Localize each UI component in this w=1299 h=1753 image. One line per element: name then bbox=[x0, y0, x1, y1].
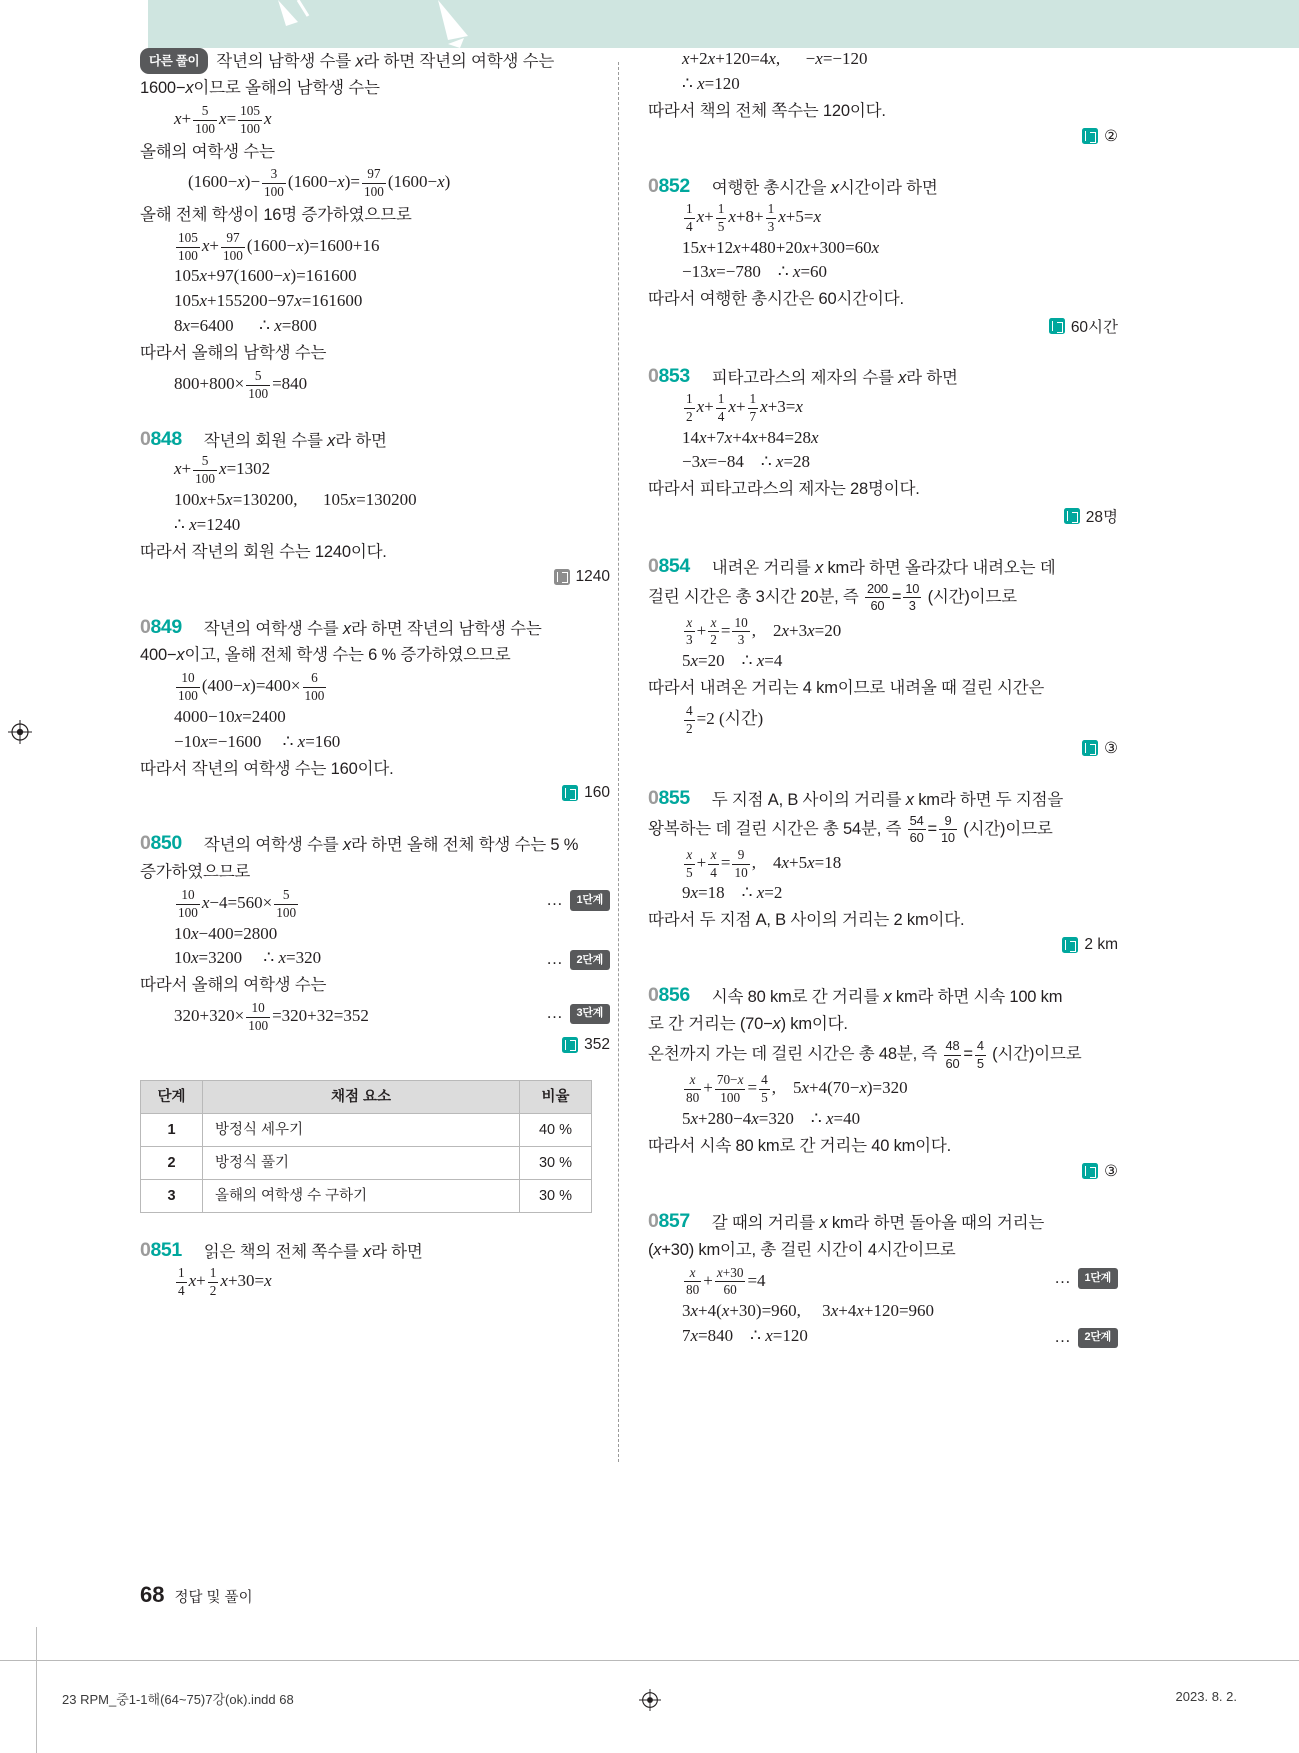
problem-lead-text: 작년의 여학생 수를 x라 하면 올해 전체 학생 수는 5 % bbox=[203, 836, 579, 855]
fraction bbox=[908, 814, 926, 846]
imprint-file-name: 23 RPM_중1-1해(64~75)7강(ok).indd 68 bbox=[62, 1692, 294, 1707]
fraction-numerator: 1 bbox=[767, 200, 775, 216]
fraction bbox=[684, 704, 695, 737]
top-decorative-band bbox=[148, 0, 1299, 48]
answer bbox=[1049, 315, 1118, 337]
band-arrow-graphic bbox=[148, 0, 1299, 48]
answer bbox=[1082, 127, 1118, 146]
explanation-line: 400−x이고, 올해 전체 학생 수는 6 % 증가하였으므로 bbox=[140, 646, 511, 665]
fraction-denominator: 4 bbox=[717, 408, 725, 424]
equation-line: 14x+7x+4x+84=28x bbox=[682, 427, 819, 447]
fraction-denominator: 4 bbox=[710, 864, 717, 880]
fraction-numerator: 5 bbox=[282, 886, 290, 902]
problem-number[interactable]: 0849 bbox=[140, 615, 182, 638]
fraction-numerator: 9 bbox=[944, 812, 952, 828]
fraction bbox=[684, 616, 695, 649]
answer-badge-icon bbox=[562, 785, 578, 801]
problem-heading bbox=[648, 984, 1118, 1011]
fraction-numerator: 70−x bbox=[716, 1072, 744, 1088]
fraction bbox=[732, 848, 749, 881]
problem-lead-text: 갈 때의 거리를 x km라 하면 돌아올 때의 거리는 bbox=[711, 1214, 1045, 1233]
fraction-numerator: 1 bbox=[749, 390, 757, 406]
fraction bbox=[732, 616, 749, 649]
step-marker bbox=[1055, 1327, 1118, 1349]
fraction-denominator: 5 bbox=[976, 1055, 984, 1071]
fraction bbox=[362, 167, 386, 200]
table-cell: 방정식 풀기 bbox=[203, 1147, 520, 1180]
fraction-denominator: 60 bbox=[715, 1281, 746, 1298]
explanation-line: 따라서 내려온 거리는 4 km이므로 내려올 때 걸린 시간은 bbox=[648, 679, 1045, 698]
fraction-denominator: 2 bbox=[710, 632, 717, 648]
fraction bbox=[748, 392, 759, 425]
answer-row bbox=[140, 1036, 610, 1058]
problem-0856 bbox=[648, 984, 1118, 1184]
equation-line: 10x−400=2800 bbox=[174, 923, 278, 943]
explanation-line: 로 간 거리는 (70−x) km이다. bbox=[648, 1014, 848, 1033]
explanation-line: 왕복하는 데 걸린 시간은 총 54분, 즉 $\frac{54}{60}$ = $\frac{9}{10}$ (시간)이므로 bbox=[648, 812, 1053, 846]
scoring-table bbox=[140, 1080, 592, 1214]
explanation-line: 따라서 피타고라스의 제자는 28명이다. bbox=[648, 480, 920, 499]
fraction-numerator: 105 bbox=[178, 229, 198, 245]
equation-line: 320+320× $\frac{10}{100}$ =320+32=352 … 3단계 bbox=[174, 1001, 610, 1034]
fraction-numerator: x bbox=[689, 1072, 696, 1088]
fraction bbox=[193, 104, 217, 137]
problem-number[interactable]: 0851 bbox=[140, 1239, 182, 1262]
fraction bbox=[715, 1073, 746, 1106]
column-divider bbox=[618, 62, 619, 1462]
problem-0857 bbox=[648, 1210, 1118, 1348]
answer-row bbox=[648, 1162, 1118, 1185]
fraction-denominator: 100 bbox=[715, 1089, 746, 1106]
problem-0854 bbox=[648, 555, 1118, 761]
page-footer bbox=[140, 1582, 253, 1608]
fraction-denominator: 60 bbox=[865, 597, 890, 613]
fraction bbox=[684, 1266, 701, 1299]
fraction bbox=[766, 202, 777, 235]
fraction-denominator: 5 bbox=[686, 864, 693, 880]
fraction bbox=[975, 1039, 986, 1071]
fraction bbox=[939, 814, 957, 846]
answer bbox=[554, 568, 610, 586]
table-header-cell: 단계 bbox=[141, 1080, 203, 1113]
answer bbox=[562, 784, 610, 802]
problem-lead-text: 시속 80 km로 간 거리를 x km라 하면 시속 100 km bbox=[711, 988, 1063, 1007]
equation-line: ∴ x=1240 bbox=[174, 515, 241, 534]
answer-value: 1240 bbox=[575, 567, 610, 585]
fraction-numerator: x+30 bbox=[716, 1264, 744, 1280]
equation-line: $\frac{10}{100}$ x−4=560× $\frac{5}{100}$ … 1단계 bbox=[174, 888, 610, 921]
left-column bbox=[140, 48, 610, 1301]
explanation-line: 걸린 시간은 총 3시간 20분, 즉 $\frac{200}{60}$ = $\frac{10}{3}$ (시간)이므로 bbox=[648, 580, 1017, 614]
equation-line: 100x+5x=130200, 105x=130200 bbox=[174, 490, 417, 510]
fraction-numerator: 10 bbox=[905, 580, 920, 596]
problem-lead-text: 읽은 책의 전체 쪽수를 x라 하면 bbox=[203, 1243, 423, 1262]
table-cell: 2 bbox=[141, 1147, 203, 1180]
fraction-denominator: 100 bbox=[248, 1017, 269, 1033]
fraction bbox=[262, 167, 286, 200]
explanation-line: 따라서 여행한 총시간은 60시간이다. bbox=[648, 290, 904, 309]
answer-badge-icon bbox=[562, 1037, 578, 1053]
answer-value: 160 bbox=[584, 784, 610, 802]
fraction-denominator: 4 bbox=[686, 218, 693, 234]
problem-heading bbox=[648, 787, 1118, 814]
fraction-numerator: 48 bbox=[945, 1038, 960, 1054]
equation-line: ∴ x=120 bbox=[682, 73, 740, 93]
fraction-denominator: 100 bbox=[178, 247, 198, 263]
fraction-numerator: 1 bbox=[717, 390, 725, 406]
answer-value: 28명 bbox=[1085, 509, 1118, 527]
problem-0848 bbox=[140, 428, 610, 590]
problem-number[interactable]: 0853 bbox=[648, 365, 690, 388]
problem-0853 bbox=[648, 365, 1118, 529]
fraction-numerator: 200 bbox=[867, 580, 888, 596]
problem-heading bbox=[140, 1239, 610, 1266]
fraction-denominator: 100 bbox=[304, 687, 325, 703]
registration-mark-center bbox=[639, 1689, 661, 1711]
fraction bbox=[716, 392, 727, 425]
equation-line: 5x+280−4x=320 ∴ x=40 bbox=[682, 1108, 861, 1128]
step-pill: 1단계 bbox=[1078, 1268, 1118, 1288]
equation-line: $\frac{x}{80}$ + $\frac{70-x}{100}$ = $\frac{4}{5}$ , 5x+4(70−x)=320 bbox=[686, 1072, 908, 1106]
fraction-numerator: 10 bbox=[734, 614, 748, 630]
equation-line: 8x=6400 ∴ x=800 bbox=[174, 316, 317, 336]
answer-row bbox=[648, 315, 1118, 339]
explanation-line: 따라서 시속 80 km로 간 거리는 40 km이다. bbox=[648, 1136, 952, 1155]
fraction-numerator: 1 bbox=[686, 390, 693, 406]
problem-number[interactable]: 0855 bbox=[648, 787, 690, 810]
fraction-denominator: 3 bbox=[686, 632, 693, 648]
problem-heading bbox=[140, 616, 610, 643]
explanation-line: 따라서 두 지점 A, B 사이의 거리는 2 km이다. bbox=[648, 911, 965, 930]
fraction bbox=[208, 1266, 219, 1299]
fraction-numerator: 97 bbox=[367, 166, 381, 182]
equation-line: $\frac{1}{4}$ x+ $\frac{1}{5}$ x+8+ $\frac{1}{3}$ x+5=x bbox=[686, 200, 822, 234]
fraction-denominator: 4 bbox=[178, 1282, 185, 1298]
fraction-denominator: 80 bbox=[686, 1090, 700, 1106]
fraction-denominator: 5 bbox=[717, 218, 725, 234]
problem-0851 bbox=[140, 1239, 610, 1298]
explanation-line: 올해의 여학생 수는 bbox=[140, 142, 275, 161]
problem-number[interactable]: 0854 bbox=[648, 555, 690, 578]
equation-line: $\frac{x}{80}$ + $\frac{x+30}{60}$ =4 … 1단계 bbox=[682, 1266, 1118, 1299]
fraction bbox=[903, 582, 921, 614]
equation-line: −13x=−780 ∴ x=60 bbox=[682, 262, 828, 282]
answer-row bbox=[648, 936, 1118, 958]
fraction-denominator: 3 bbox=[767, 218, 775, 234]
equation-line: 105x+97(1600−x)=161600 bbox=[174, 266, 357, 286]
fraction-denominator: 10 bbox=[734, 864, 748, 880]
step-pill: 3단계 bbox=[570, 1004, 610, 1024]
equation-line: 15x+12x+480+20x+300=60x bbox=[682, 237, 880, 257]
table-cell: 올해의 여학생 수 구하기 bbox=[203, 1180, 520, 1213]
problem-number[interactable]: 0856 bbox=[648, 984, 690, 1007]
fraction bbox=[759, 1073, 770, 1106]
step-marker bbox=[1055, 1268, 1118, 1290]
answer-badge-icon bbox=[1082, 1163, 1098, 1179]
problem-number[interactable]: 0848 bbox=[140, 427, 182, 450]
fraction-numerator: 1 bbox=[209, 1265, 217, 1280]
explanation-line: (x+30) km이고, 총 걸린 시간이 4시간이므로 bbox=[648, 1240, 956, 1259]
answer-badge-icon bbox=[554, 569, 570, 585]
equation-line: 10x=3200 ∴ x=320 … 2단계 bbox=[174, 947, 610, 970]
problem-0849 bbox=[140, 616, 610, 807]
problem-0852 bbox=[648, 175, 1118, 339]
answer-value: 60시간 bbox=[1070, 319, 1118, 337]
answer-badge-icon bbox=[1064, 508, 1080, 524]
equation-line: 800+800× $\frac{5}{100}$ =840 bbox=[174, 367, 308, 401]
continued-solution-block bbox=[648, 48, 1118, 149]
fraction-numerator: 4 bbox=[976, 1038, 984, 1054]
equation-line: $\frac{4}{2}$ =2 (시간) bbox=[686, 702, 764, 736]
step-pill: 2단계 bbox=[1078, 1328, 1118, 1348]
fraction-denominator: 80 bbox=[686, 1282, 700, 1298]
fraction bbox=[303, 671, 327, 704]
fraction-denominator: 60 bbox=[945, 1055, 960, 1071]
equation-line: x+ $\frac{5}{100}$ x= $\frac{105}{100}$ x bbox=[174, 102, 272, 136]
fraction-denominator: 100 bbox=[195, 120, 216, 136]
fraction-denominator: 100 bbox=[264, 184, 284, 200]
imprint-bar bbox=[0, 1660, 1299, 1753]
problem-lead-text: 작년의 여학생 수를 x라 하면 작년의 남학생 수는 bbox=[203, 619, 542, 638]
explanation-line: 온천까지 가는 데 걸린 시간은 총 48분, 즉 $\frac{48}{60}$ = $\frac{4}{5}$ (시간)이므로 bbox=[648, 1038, 1082, 1071]
fraction-numerator: 5 bbox=[201, 102, 209, 118]
answer-row bbox=[648, 505, 1118, 529]
table-cell: 30 % bbox=[520, 1147, 592, 1180]
page-number: 68 bbox=[140, 1582, 165, 1607]
fraction-numerator: 54 bbox=[909, 812, 924, 828]
table-header-row bbox=[141, 1080, 592, 1113]
step-marker bbox=[547, 949, 610, 971]
problem-number[interactable]: 0850 bbox=[140, 832, 182, 855]
fraction-denominator: 100 bbox=[195, 471, 216, 487]
problem-number[interactable]: 0857 bbox=[648, 1210, 690, 1233]
answer-badge-icon bbox=[1049, 318, 1065, 334]
answer-value: ② bbox=[1104, 127, 1118, 145]
explanation-line: 증가하였으므로 bbox=[140, 863, 251, 882]
problem-lead-text: 여행한 총시간을 x시간이라 하면 bbox=[711, 179, 938, 198]
step-pill: 2단계 bbox=[570, 950, 610, 970]
equation-line: $\frac{1}{2}$ x+ $\frac{1}{4}$ x+ $\frac{1}{7}$ x+3=x bbox=[686, 390, 803, 424]
fraction-denominator: 2 bbox=[686, 408, 693, 424]
fraction-numerator: 10 bbox=[251, 1000, 265, 1016]
right-column bbox=[648, 48, 1118, 1350]
answer-badge-icon bbox=[1082, 740, 1098, 756]
fraction-numerator: 9 bbox=[737, 846, 745, 862]
fraction-numerator: 1 bbox=[178, 1265, 185, 1280]
answer-row bbox=[140, 568, 610, 590]
answer-value: ③ bbox=[1104, 739, 1118, 757]
equation-line: −3x=−84 ∴ x=28 bbox=[682, 452, 811, 472]
problem-lead-text: 두 지점 A, B 사이의 거리를 x km라 하면 두 지점을 bbox=[711, 791, 1064, 810]
problem-heading bbox=[648, 365, 1118, 392]
fraction-numerator: 4 bbox=[761, 1072, 768, 1088]
fraction-numerator: x bbox=[686, 614, 693, 630]
answer-badge-icon bbox=[1062, 937, 1078, 953]
table-cell: 방정식 세우기 bbox=[203, 1113, 520, 1146]
fraction-denominator: 3 bbox=[732, 631, 749, 648]
other-solution-block bbox=[140, 48, 610, 402]
fraction-numerator: 3 bbox=[270, 166, 278, 182]
problem-lead-text: 피타고라스의 제자의 수를 x라 하면 bbox=[711, 369, 958, 388]
answer-value: 2 km bbox=[1084, 936, 1118, 954]
fraction bbox=[221, 231, 245, 264]
problem-heading bbox=[648, 175, 1118, 202]
fraction-denominator: 2 bbox=[209, 1282, 217, 1298]
fraction bbox=[246, 369, 270, 402]
equation-line: $\frac{x}{5}$ + $\frac{x}{4}$ = $\frac{9}{10}$ , 4x+5x=18 bbox=[686, 846, 842, 880]
step-marker bbox=[547, 890, 610, 912]
fraction bbox=[176, 231, 200, 264]
table-row bbox=[141, 1147, 592, 1180]
step-dots: … bbox=[546, 951, 565, 969]
problem-number[interactable]: 0852 bbox=[648, 175, 690, 198]
fraction bbox=[176, 888, 200, 921]
fraction-denominator: 7 bbox=[749, 408, 757, 424]
problem-0850 bbox=[140, 832, 610, 1213]
fraction-numerator: 5 bbox=[201, 453, 209, 469]
equation-line: (1600−x)− $\frac{3}{100}$ (1600−x)= $\frac{97}{100}$ (1600−x) bbox=[188, 166, 451, 200]
fraction bbox=[176, 671, 200, 704]
problem-lead-text: 작년의 회원 수를 x라 하면 bbox=[203, 431, 387, 450]
equation-line: $\frac{x}{3}$ + $\frac{x}{2}$ = $\frac{10}{3}$ , 2x+3x=20 bbox=[686, 614, 842, 648]
table-cell: 3 bbox=[141, 1180, 203, 1213]
explanation-line: 따라서 작년의 회원 수는 1240이다. bbox=[140, 542, 387, 561]
step-dots: … bbox=[546, 891, 565, 909]
equation-line: 105x+155200−97x=161600 bbox=[174, 291, 363, 311]
equation-line: 4000−10x=2400 bbox=[174, 706, 286, 726]
fraction-numerator: 1 bbox=[717, 200, 725, 216]
fraction-numerator: x bbox=[710, 614, 717, 630]
step-pill: 1단계 bbox=[570, 890, 610, 910]
fraction-numerator: 10 bbox=[181, 886, 195, 902]
problem-heading bbox=[140, 832, 610, 859]
crop-mark-left bbox=[36, 1627, 37, 1753]
fraction-numerator: x bbox=[710, 846, 717, 862]
answer-value: ③ bbox=[1104, 1162, 1118, 1180]
other-solution-heading: 다른 풀이 작년의 남학생 수를 x라 하면 작년의 여학생 수는 bbox=[140, 48, 610, 75]
fraction-denominator: 2 bbox=[686, 720, 693, 736]
fraction bbox=[708, 848, 719, 881]
explanation-line: 올해 전체 학생이 16명 증가하였으므로 bbox=[140, 206, 412, 225]
problem-0855 bbox=[648, 787, 1118, 958]
problem-heading bbox=[648, 1210, 1118, 1237]
step-dots: … bbox=[1054, 1329, 1073, 1347]
table-row bbox=[141, 1113, 592, 1146]
table-header-cell: 채점 요소 bbox=[203, 1080, 520, 1113]
answer bbox=[1064, 505, 1118, 527]
fraction-numerator: 6 bbox=[311, 670, 318, 686]
fraction-numerator: 97 bbox=[226, 229, 240, 245]
fraction-denominator: 100 bbox=[248, 385, 269, 401]
explanation-line: 1600−x이므로 올해의 남학생 수는 bbox=[140, 79, 380, 98]
other-solution-tag: 다른 풀이 bbox=[140, 48, 208, 74]
answer-row bbox=[648, 127, 1118, 150]
table-row bbox=[141, 1180, 592, 1213]
table-cell: 1 bbox=[141, 1113, 203, 1146]
answer bbox=[1082, 739, 1118, 758]
fraction bbox=[176, 1266, 187, 1299]
table-cell: 40 % bbox=[520, 1113, 592, 1146]
imprint-date: 2023. 8. 2. bbox=[1175, 1689, 1237, 1704]
fraction-denominator: 100 bbox=[223, 247, 243, 263]
explanation-line: 따라서 책의 전체 쪽수는 120이다. bbox=[648, 101, 886, 120]
answer bbox=[562, 1036, 610, 1054]
problem-lead-text: 내려온 거리를 x km라 하면 올라갔다 내려오는 데 bbox=[711, 559, 1056, 578]
fraction bbox=[716, 202, 727, 235]
fraction bbox=[193, 454, 217, 487]
footer-label: 정답 및 풀이 bbox=[174, 1590, 253, 1606]
problem-heading bbox=[140, 428, 610, 455]
fraction bbox=[865, 582, 890, 614]
explanation-line: 따라서 올해의 남학생 수는 bbox=[140, 344, 327, 363]
fraction-denominator: 60 bbox=[909, 830, 924, 846]
equation-line: 7x=840 ∴ x=120 … 2단계 bbox=[682, 1325, 1118, 1348]
problem-heading bbox=[648, 555, 1118, 582]
fraction bbox=[708, 616, 719, 649]
fraction-denominator: 100 bbox=[178, 687, 198, 703]
fraction-numerator: 5 bbox=[254, 367, 262, 383]
equation-line: 3x+4(x+30)=960, 3x+4x+120=960 bbox=[682, 1301, 935, 1321]
fraction bbox=[238, 104, 262, 137]
fraction bbox=[684, 392, 695, 425]
answer bbox=[1082, 1162, 1118, 1181]
step-marker bbox=[547, 1003, 610, 1025]
equation-line: x+ $\frac{5}{100}$ x=1302 bbox=[174, 453, 271, 487]
step-dots: … bbox=[546, 1005, 565, 1023]
fraction-denominator: 100 bbox=[363, 184, 384, 200]
fraction-numerator: 1 bbox=[686, 200, 693, 216]
fraction bbox=[684, 848, 695, 881]
fraction-denominator: 100 bbox=[178, 904, 198, 920]
fraction-numerator: 4 bbox=[686, 702, 693, 718]
step-dots: … bbox=[1054, 1269, 1073, 1287]
equation-line: $\frac{1}{4}$ x+ $\frac{1}{2}$ x+30=x bbox=[178, 1265, 272, 1298]
explanation-line: 따라서 올해의 여학생 수는 bbox=[140, 976, 327, 995]
equation-line: 5x=20 ∴ x=4 bbox=[682, 651, 783, 671]
fraction-numerator: x bbox=[689, 1264, 696, 1280]
fraction-numerator: x bbox=[686, 846, 693, 862]
fraction-denominator: 3 bbox=[903, 597, 921, 613]
fraction bbox=[684, 1073, 701, 1106]
fraction bbox=[684, 202, 695, 235]
page-content bbox=[0, 48, 1299, 1608]
equation-line: $\frac{105}{100}$ x+ $\frac{97}{100}$ (1600−x)=1600+16 bbox=[178, 229, 380, 263]
answer-row bbox=[648, 739, 1118, 762]
fraction-denominator: 10 bbox=[940, 830, 955, 846]
fraction-denominator: 100 bbox=[240, 120, 261, 136]
fraction bbox=[246, 1001, 270, 1034]
fraction-numerator: 105 bbox=[240, 102, 261, 118]
answer-badge-icon bbox=[1082, 128, 1098, 144]
table-header-cell: 비율 bbox=[520, 1080, 592, 1113]
equation-line: −10x=−1600 ∴ x=160 bbox=[174, 731, 341, 751]
fraction-denominator: 100 bbox=[276, 904, 297, 920]
fraction bbox=[274, 888, 298, 921]
table-cell: 30 % bbox=[520, 1180, 592, 1213]
equation-line: x+2x+120=4x, −x=−120 bbox=[682, 49, 868, 68]
equation-line: $\frac{10}{100}$ (400−x)=400× $\frac{6}{100}$ bbox=[178, 670, 325, 703]
equation-line: 9x=18 ∴ x=2 bbox=[682, 883, 783, 903]
fraction-denominator: 5 bbox=[761, 1090, 768, 1106]
fraction bbox=[715, 1266, 746, 1299]
explanation-line: 따라서 작년의 여학생 수는 160이다. bbox=[140, 759, 394, 778]
fraction-numerator: 10 bbox=[181, 670, 195, 686]
answer-value: 352 bbox=[584, 1035, 610, 1053]
fraction bbox=[944, 1039, 962, 1071]
answer bbox=[1062, 936, 1118, 954]
answer-row bbox=[140, 784, 610, 806]
